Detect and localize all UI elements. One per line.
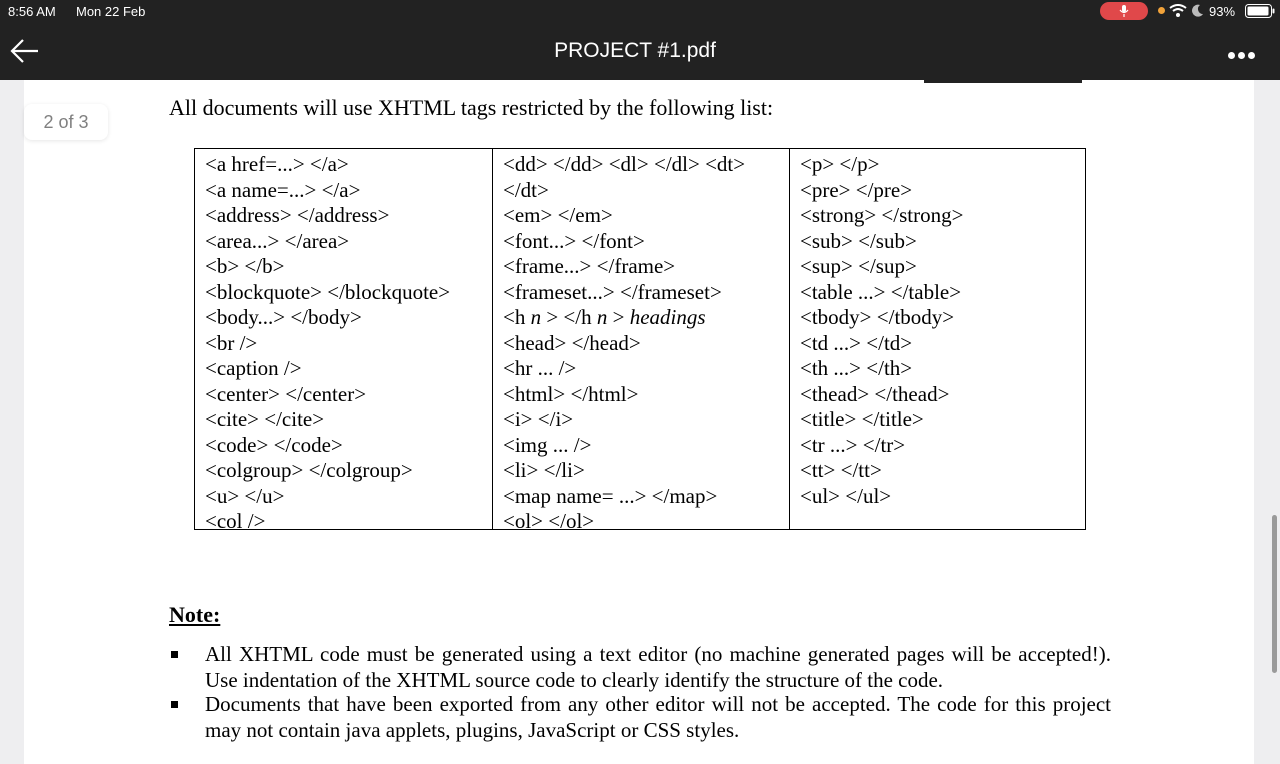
- tag-entry: <dd> </dd> <dl> </dl> <dt>: [503, 152, 746, 176]
- status-time: 8:56 AM: [8, 4, 56, 19]
- tag-entry: <br />: [205, 330, 258, 355]
- tag-entry: <sup> </sup>: [800, 254, 917, 278]
- tag-entry: <em> </em>: [503, 203, 613, 227]
- page-edge: [924, 80, 1082, 83]
- tag-entry: <hr ... />: [503, 356, 577, 380]
- tag-entry: <th ...> </th>: [800, 356, 913, 380]
- app-chrome: [0, 0, 1280, 80]
- tag-entry: <b> </b>: [205, 254, 285, 278]
- tag-entry: <address> </address>: [205, 203, 390, 227]
- tag-entry: <colgroup> </colgroup>: [205, 458, 413, 482]
- tag-entry: <frame...> </frame>: [503, 254, 676, 278]
- tag-entry: <code> </code>: [205, 432, 343, 457]
- microphone-indicator: [1100, 2, 1148, 20]
- tag-entry: <td ...> </td>: [800, 330, 913, 355]
- tag-entry: <tt> </tt>: [800, 458, 882, 482]
- status-bar: [0, 0, 1280, 22]
- more-options-button[interactable]: [1228, 46, 1262, 58]
- scrollbar-thumb[interactable]: [1272, 515, 1277, 673]
- tag-entry: <ol> </ol>: [503, 509, 595, 533]
- status-date: Mon 22 Feb: [76, 4, 146, 19]
- tag-entry: <h n > </h n > headings: [503, 305, 706, 329]
- tag-entry: <li> </li>: [503, 458, 585, 482]
- tag-entry: <head> </head>: [503, 330, 641, 355]
- more-dots-icon: [1228, 52, 1235, 59]
- tag-entry: <u> </u>: [205, 483, 285, 508]
- tag-entry: <p> </p>: [800, 152, 880, 176]
- tag-entry: <frameset...> </frameset>: [503, 279, 722, 304]
- tag-entry: <col />: [205, 509, 266, 533]
- tag-column-1: [195, 149, 492, 533]
- privacy-dot-icon: [1158, 7, 1165, 14]
- tag-entry: <tbody> </tbody>: [800, 305, 955, 329]
- tag-entry: <cite> </cite>: [205, 407, 325, 431]
- tag-entry: <font...> </font>: [503, 228, 645, 253]
- tag-entry: <title> </title>: [800, 407, 924, 431]
- tag-table: [194, 148, 1086, 533]
- viewer-toolbar: [0, 24, 1280, 80]
- tag-entry: <area...> </area>: [205, 228, 350, 253]
- tag-entry: <map name= ...> </map>: [503, 483, 718, 508]
- tag-entry: <a name=...> </a>: [205, 177, 361, 202]
- tag-entry: <thead> </thead>: [800, 381, 950, 406]
- tag-column-2: [492, 149, 789, 533]
- tag-entry: <i> </i>: [503, 407, 574, 431]
- bullet-square-icon: [171, 701, 178, 708]
- note-title: Note:: [169, 602, 221, 627]
- tag-entry: <a href=...> </a>: [205, 152, 349, 176]
- moon-icon: [1192, 4, 1204, 17]
- tag-entry: <sub> </sub>: [800, 228, 917, 253]
- bullet-text: Documents that have been exported from any other editor will not be accepted. The code for this project may not contain java applets, plugins, JavaScript or CSS styles.: [205, 692, 1111, 742]
- intro-text: All documents will use XHTML tags restricted by the following list:: [169, 95, 774, 120]
- tag-entry: <table ...> </table>: [800, 279, 962, 304]
- pdf-page: [24, 80, 1254, 764]
- tag-entry: <pre> </pre>: [800, 177, 913, 202]
- battery-icon: [1245, 4, 1275, 18]
- tag-entry: <caption />: [205, 356, 302, 380]
- tag-entry: <html> </html>: [503, 381, 639, 406]
- tag-entry: <strong> </strong>: [800, 203, 964, 227]
- page-indicator: 2 of 3: [24, 104, 108, 140]
- wifi-icon: [1169, 4, 1187, 17]
- tag-entry: <tr ...> </tr>: [800, 432, 906, 457]
- bullet-square-icon: [171, 651, 178, 658]
- tag-entry: <ul> </ul>: [800, 483, 892, 508]
- tag-entry: <center> </center>: [205, 381, 367, 406]
- tag-entry: <blockquote> </blockquote>: [205, 279, 451, 304]
- bullet-text: All XHTML code must be generated using a text editor (no machine generated pages will be accepted!). Use indentation of the XHTML source code to clearly identify the structure of the code.: [205, 642, 1111, 692]
- document-title: PROJECT #1.pdf: [554, 39, 716, 62]
- tag-column-3: [789, 149, 1085, 529]
- tag-entry: <body...> </body>: [205, 305, 362, 329]
- tag-entry: <img ... />: [503, 432, 592, 457]
- tag-entry: </dt>: [503, 177, 549, 202]
- microphone-icon: [1119, 5, 1129, 17]
- battery-percent: 93%: [1209, 4, 1236, 19]
